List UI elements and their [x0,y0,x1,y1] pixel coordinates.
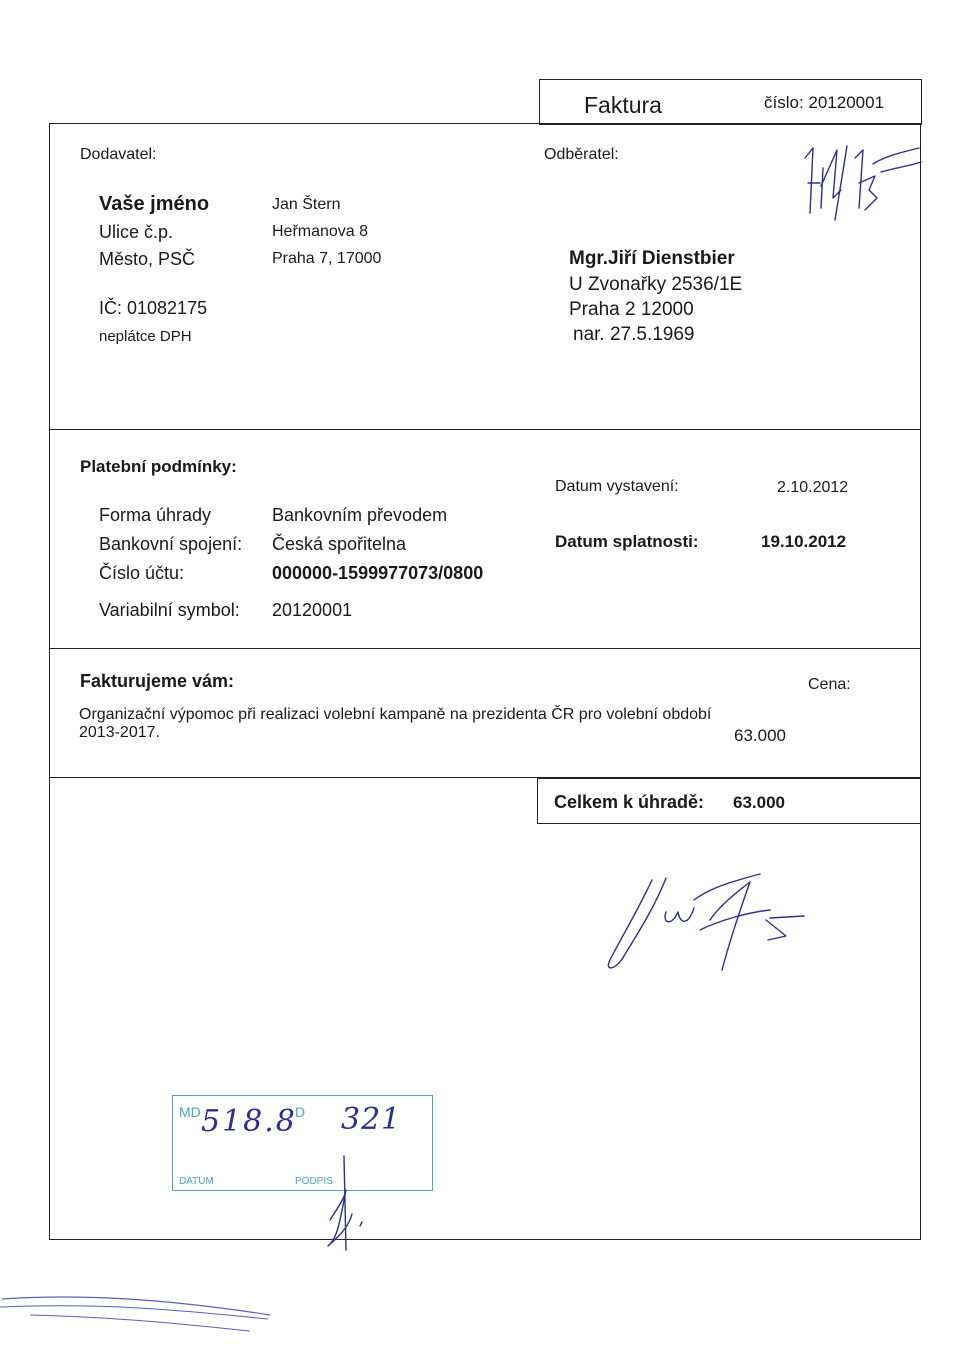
customer-street: U Zvonařky 2536/1E [569,274,743,295]
payment-bank-label: Bankovní spojení: [99,534,243,554]
payment-heading: Platební podmínky: [80,457,237,476]
supplier-ic: IČ: 01082175 [99,298,208,318]
invoice-header-box [539,79,922,125]
supplier-contact-street: Heřmanova 8 [272,223,369,240]
total-label: Celkem k úhradě: [554,792,705,812]
customer-city: Praha 2 12000 [569,299,694,320]
due-date-label: Datum splatnosti: [555,532,699,551]
handwritten-number-mark [785,128,925,228]
stamp-handwritten-initial [300,1150,380,1260]
stamp-sign-label: PODPIS [295,1176,333,1187]
supplier-name: Vaše jméno [99,193,210,215]
stamp-d-value: 321 [341,1102,402,1137]
issue-date-value: 2.10.2012 [777,479,849,496]
supplier-contact-city: Praha 7, 17000 [272,250,382,267]
total-box [537,778,921,824]
invoice-number: číslo: 20120001 [764,93,885,112]
total-value: 63.000 [733,793,785,812]
invoice-title: Faktura [584,92,662,118]
stamp-md-value: 518.8 [201,1104,297,1139]
stamp-date-label: DATUM [179,1176,214,1187]
payment-method-label: Forma úhrady [99,505,212,525]
billing-heading: Fakturujeme vám: [80,671,235,691]
payment-vs-value: 20120001 [272,600,353,620]
divider-parties [49,429,921,430]
handwritten-signature [590,860,820,980]
payment-method-value: Bankovním převodem [272,505,448,525]
customer-name: Mgr.Jiří Dienstbier [569,248,735,269]
billing-price: 63.000 [734,726,786,745]
payment-account-label: Číslo účtu: [99,563,185,583]
price-label: Cena: [808,676,851,693]
supplier-contact-name: Jan Štern [272,196,341,213]
due-date-value: 19.10.2012 [761,532,847,551]
supplier-street: Ulice č.p. [99,222,174,242]
supplier-city: Město, PSČ [99,249,196,269]
billing-description-line1: Organizační výpomoc při realizaci volební kampaně na prezidenta ČR pro volební období [79,706,712,723]
issue-date-label: Datum vystavení: [555,478,679,495]
customer-label: Odběratel: [544,146,619,163]
payment-account-value: 000000-1599977073/0800 [272,563,484,583]
stamp-md-label: MD [179,1104,201,1120]
customer-born: nar. 27.5.1969 [573,324,695,345]
stamp-d-label: D [295,1104,306,1120]
supplier-vat-status: neplátce DPH [99,328,192,345]
billing-description-line2: 2013-2017. [79,724,160,741]
supplier-label: Dodavatel: [80,146,157,163]
pen-stroke-scribble [0,1285,290,1340]
divider-payment [49,648,921,649]
payment-bank-value: Česká spořitelna [272,534,407,554]
payment-vs-label: Variabilní symbol: [99,600,240,620]
